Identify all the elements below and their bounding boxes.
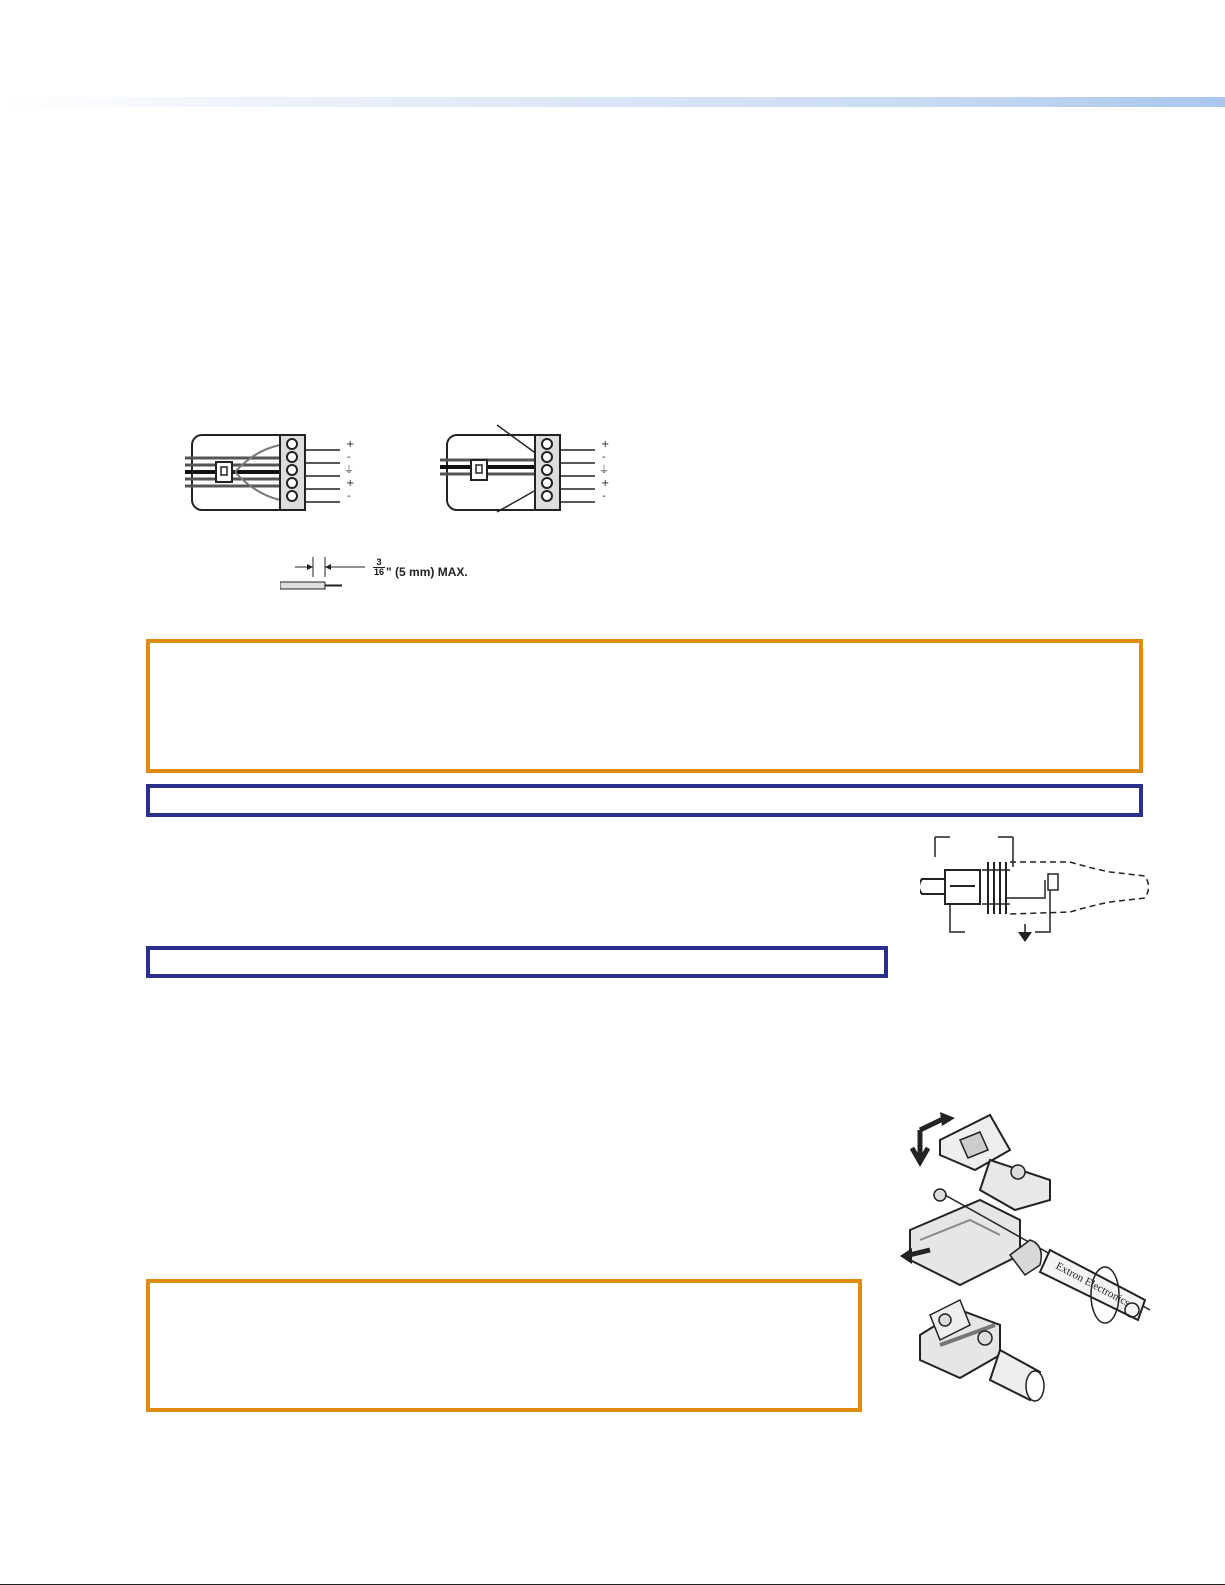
rca-connector-diagram [920,832,1155,947]
fraction-denominator: 16 [373,567,384,577]
wire-strip-diagram [280,555,370,595]
terminal-label: - [347,491,351,502]
terminal-label: ⏚ [344,465,354,476]
terminal-label: + [346,478,355,489]
fraction-numerator: 3 [373,558,385,568]
note-box-2 [146,946,888,978]
strip-length-text: " (5 mm) MAX. [386,565,468,579]
terminal-label: - [602,491,606,502]
captive-screw-connector-figure-1 [180,430,365,515]
terminal-label: + [601,478,610,489]
strip-fraction [373,558,385,577]
captive-screw-connector-figure-2 [435,420,620,520]
terminal-label: + [601,439,610,450]
connector-assembly-illustration [900,1110,1155,1420]
caution-box-2 [146,1279,862,1412]
caution-box-1 [146,639,1143,773]
terminal-label: ⏚ [599,465,609,476]
note-box-1 [146,784,1143,817]
terminal-label: - [602,452,606,463]
header-band [0,97,1225,107]
terminal-label: - [347,452,351,463]
tool-brand-text: Extron Electronics [1053,1260,1132,1310]
terminal-label: + [346,439,355,450]
